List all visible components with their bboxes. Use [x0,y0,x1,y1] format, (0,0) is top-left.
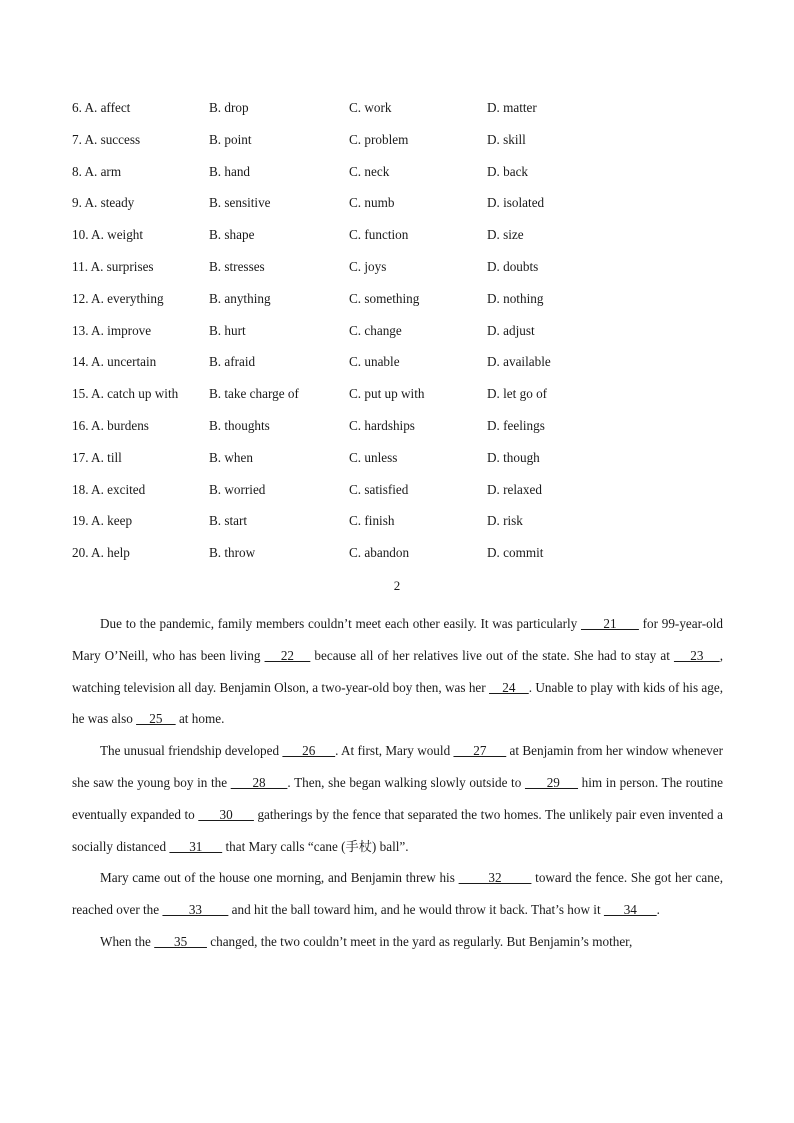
option-choice-d: D. commit [487,545,544,561]
option-row [72,354,732,386]
option-choice-c: C. numb [349,195,395,211]
passage-text: toward the fence. She got her cane, reached over the [72,870,724,918]
option-choice-c: C. put up with [349,386,425,402]
passage-paragraph [72,608,723,735]
option-choice-d: D. isolated [487,195,545,211]
option-choice-b: B. start [209,513,248,529]
passage-text: gatherings by the fence that separated the two homes. The unlikely pair even invented a socially distanced [72,806,723,854]
option-row [72,545,732,577]
option-choice-b: B. worried [209,481,266,497]
option-choice-d: D. size [487,227,524,243]
option-choice-c: C. hardships [349,417,415,433]
answer-options-list [72,100,732,577]
passage-text: . At first, Mary would [335,743,454,759]
blank-number: 31 [169,838,223,854]
option-choice-c: C. change [349,322,402,338]
option-row [72,100,732,132]
option-choice-b: B. afraid [209,354,256,370]
option-choice-d: D. relaxed [487,481,542,497]
blank-number: 22 [264,647,311,663]
option-choice-d: D. though [487,449,540,465]
option-row [72,418,732,450]
option-choice-c: C. something [349,290,420,306]
option-choice-b: B. thoughts [209,417,270,433]
option-choice-c: C. abandon [349,545,410,561]
passage-text: Mary came out of the house one morning, and Benjamin threw his [100,870,459,886]
option-choice-a: 9. A. steady [72,195,135,211]
option-choice-a: 13. A. improve [72,322,152,338]
option-choice-b: B. shape [209,227,255,243]
option-choice-c: C. problem [349,131,409,147]
blank-number: 27 [453,743,507,759]
option-row [72,323,732,355]
option-row [72,227,732,259]
passage-text: at Benjamin from her window whenever she saw the young boy in the [72,743,724,790]
option-choice-c: C. finish [349,513,395,529]
passage-paragraph [72,862,723,926]
passage-text: that Mary calls “cane (手杖) ball”. [222,838,409,854]
option-choice-b: B. take charge of [209,386,299,402]
blank-number: 30 [198,806,254,822]
option-choice-b: B. anything [209,290,271,306]
option-choice-d: D. nothing [487,290,544,306]
option-choice-d: D. back [487,163,529,179]
option-choice-a: 20. A. help [72,545,130,561]
option-choice-a: 8. A. arm [72,163,122,179]
option-choice-d: D. adjust [487,322,535,338]
option-row [72,291,732,323]
option-choice-b: B. point [209,131,252,147]
option-choice-d: D. let go of [487,386,548,402]
option-row [72,195,732,227]
option-choice-d: D. doubts [487,258,539,274]
option-choice-a: 19. A. keep [72,513,133,529]
option-choice-c: C. satisfied [349,481,409,497]
option-choice-c: C. function [349,227,409,243]
option-row [72,132,732,164]
option-choice-c: C. joys [349,258,387,274]
passage-text: . Unable to play with kids of his age, he was also [72,679,724,727]
passage-text: changed, the two couldn’t meet in the yard as regularly. But Benjamin’s mother, [206,933,633,949]
option-choice-a: 10. A. weight [72,227,144,243]
option-choice-a: 18. A. excited [72,481,146,497]
option-choice-a: 7. A. success [72,131,141,147]
blank-number: 32 [458,870,532,886]
option-choice-b: B. hand [209,163,251,179]
option-choice-a: 17. A. till [72,449,122,465]
passage-text: because all of her relatives live out of the state. She had to stay at [310,647,674,663]
passage-text: at home. [175,711,225,727]
option-choice-a: 11. A. surprises [72,258,154,274]
option-choice-c: C. unable [349,354,400,370]
passage-text: for 99-year-old Mary O’Neill, who has been living [72,616,723,663]
option-row [72,513,732,545]
cloze-passage [72,608,723,958]
passage-text: When the [100,933,155,949]
option-choice-b: B. stresses [209,258,265,274]
passage-text: Due to the pandemic, family members couldn’t meet each other easily. It was particularly [100,616,581,631]
blank-number: 35 [154,933,207,949]
option-row [72,164,732,196]
option-choice-a: 14. A. uncertain [72,354,157,370]
blank-number: 34 [603,902,657,918]
passage-text: and hit the ball toward him, and he would throw it back. That’s how it [228,902,604,918]
option-row [72,386,732,418]
passage-text: . [656,902,660,918]
option-choice-d: D. available [487,354,551,370]
blank-number: 29 [524,774,579,790]
option-choice-c: C. neck [349,163,390,179]
blank-number: 21 [580,616,639,631]
option-choice-d: D. risk [487,513,523,529]
passage-text: The unusual friendship developed [100,743,283,759]
passage-paragraph [72,735,723,862]
passage-text: , watching television all day. Benjamin Olson, a two-year-old boy then, was her [72,647,724,695]
option-choice-a: 16. A. burdens [72,417,149,433]
option-choice-a: 15. A. catch up with [72,386,179,402]
blank-number: 33 [162,902,229,918]
section-number: 2 [393,578,401,593]
option-choice-c: C. work [349,100,392,115]
option-choice-b: B. hurt [209,322,246,338]
passage-paragraph [72,926,723,958]
option-choice-b: B. sensitive [209,195,271,211]
passage-text: . Then, she began walking slowly outside to [287,774,525,790]
option-choice-d: D. feelings [487,417,545,433]
option-choice-a: 6. A. affect [72,100,131,115]
option-choice-b: B. drop [209,100,249,115]
option-choice-d: D. skill [487,131,526,147]
blank-number: 25 [136,711,176,727]
option-choice-c: C. unless [349,449,398,465]
blank-number: 26 [282,743,336,759]
option-row [72,259,732,291]
option-row [72,450,732,482]
option-choice-b: B. throw [209,545,256,561]
option-row [72,482,732,514]
blank-number: 23 [673,647,720,663]
option-choice-a: 12. A. everything [72,290,164,306]
blank-number: 28 [230,774,288,790]
option-choice-b: B. when [209,449,253,465]
passage-text: him in person. The routine eventually expanded to [72,774,724,822]
option-choice-d: D. matter [487,100,537,115]
blank-number: 24 [489,679,529,695]
